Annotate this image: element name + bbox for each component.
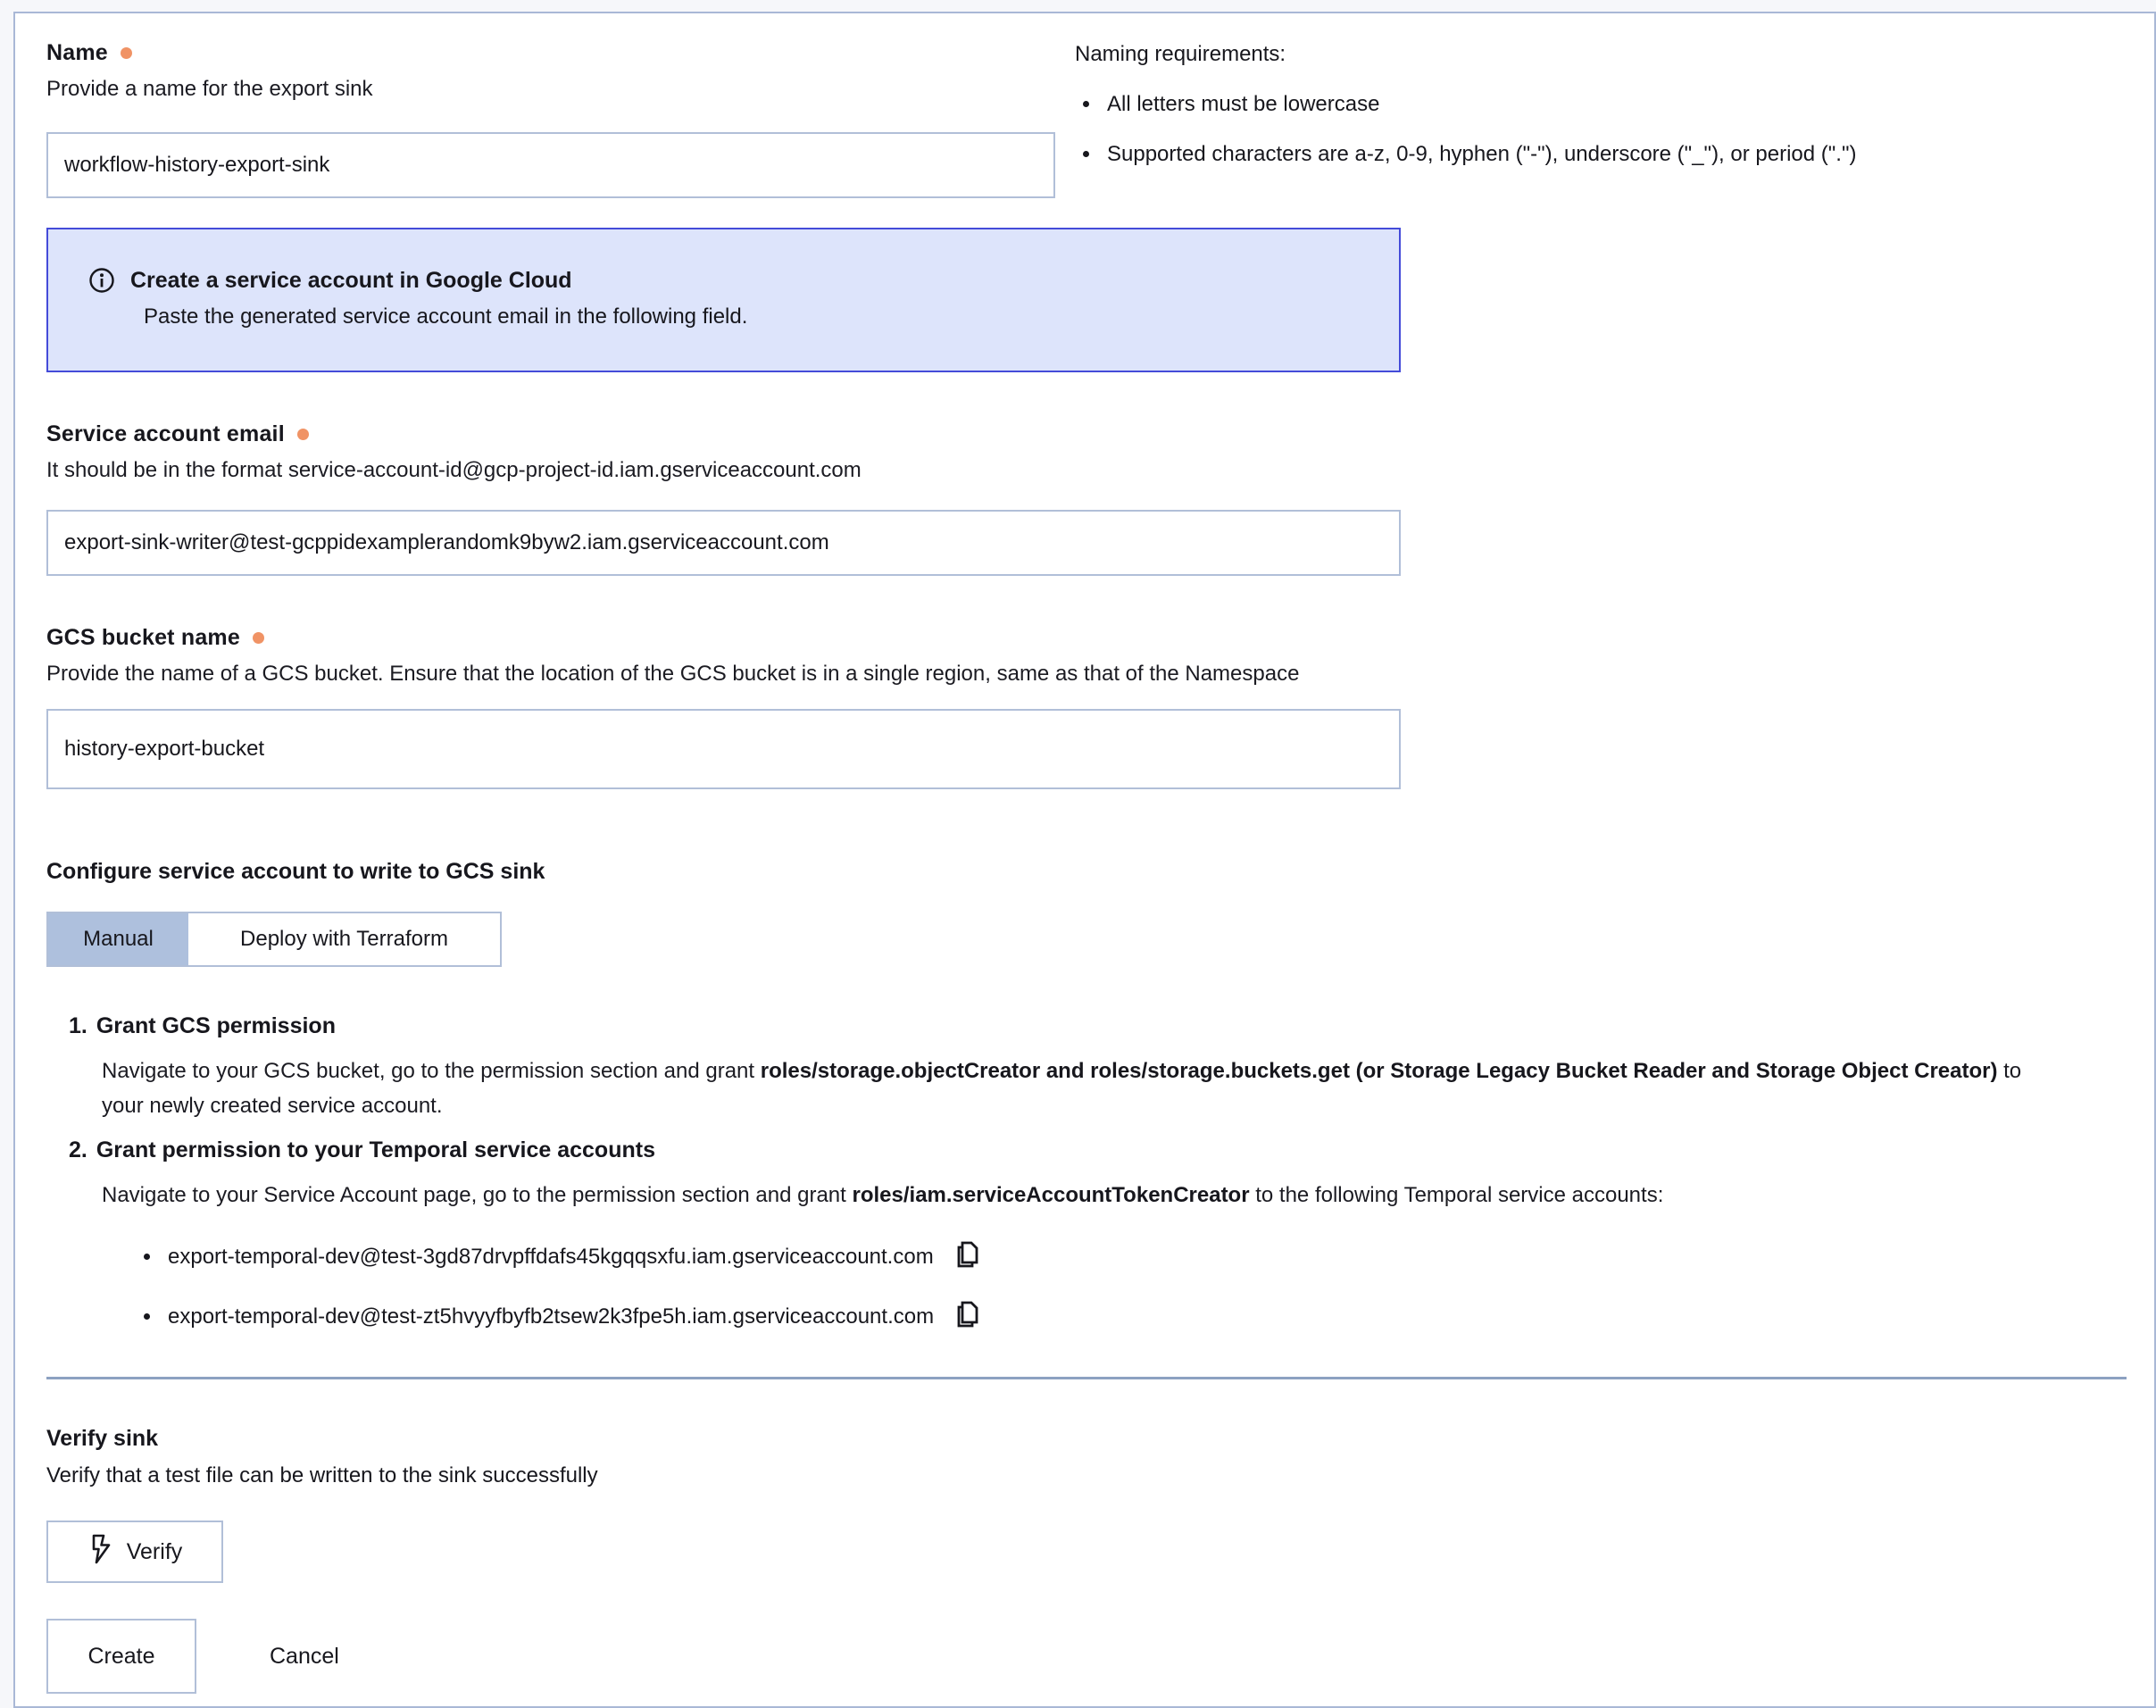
copy-icon	[953, 1259, 981, 1272]
step-grant-temporal-permission	[46, 1137, 1664, 1212]
info-banner-title: Create a service account in Google Cloud	[130, 267, 572, 293]
info-banner-body: Paste the generated service account email in the following field.	[144, 304, 748, 329]
service-account-item	[162, 1239, 1403, 1274]
naming-requirements-list	[1102, 90, 2110, 169]
create-button[interactable]	[46, 1619, 196, 1694]
service-account-email: export-temporal-dev@test-zt5hvyyfbyfb2tsew2k3fpe5h.iam.gserviceaccount.com	[168, 1304, 935, 1329]
copy-button[interactable]	[953, 1239, 981, 1272]
step-instructions: Navigate to your GCS bucket, go to the permission section and grant roles/storage.objectCreator and roles/storage.buckets.get (or Storage Legacy Bucket Reader and Storage Object Creator) to your newly created service account.	[102, 1059, 2022, 1118]
form-actions	[46, 1619, 1403, 1694]
service-account-email-label: Service account email	[46, 421, 285, 446]
cancel-button[interactable]	[252, 1619, 357, 1694]
service-account-item	[162, 1299, 1403, 1334]
naming-requirements	[1075, 42, 2110, 190]
name-field-label: Name	[46, 40, 108, 65]
required-dot-icon	[297, 429, 309, 440]
step-grant-gcs-permission	[46, 1013, 2022, 1123]
lightning-icon	[87, 1533, 112, 1571]
configure-section-heading: Configure service account to write to GCS sink	[46, 859, 545, 884]
info-icon	[88, 267, 115, 294]
service-account-email-input[interactable]	[46, 510, 1401, 576]
naming-requirements-title: Naming requirements:	[1075, 42, 1286, 66]
temporal-service-account-list	[162, 1239, 1403, 1334]
step-number: 2.	[69, 1137, 87, 1162]
verify-sink-heading: Verify sink	[46, 1426, 159, 1451]
sink-name-input[interactable]	[46, 132, 1055, 198]
cancel-button-label: Cancel	[270, 1643, 339, 1669]
create-button-label: Create	[87, 1643, 155, 1669]
service-account-email: export-temporal-dev@test-3gd87drvpffdafs45kgqqsxfu.iam.gserviceaccount.com	[168, 1245, 934, 1269]
verify-button[interactable]	[46, 1521, 223, 1583]
form-card	[13, 12, 2156, 1708]
configure-tabs	[46, 912, 502, 967]
tab-manual[interactable]: Manual	[48, 913, 188, 965]
gcs-bucket-name-description: Provide the name of a GCS bucket. Ensure that the location of the GCS bucket is in a single region, same as that of the Namespace	[46, 662, 1300, 686]
naming-requirement-item: • Supported characters are a-z, 0-9, hyphen ("-"), underscore ("_"), or period (".")	[1102, 140, 2110, 169]
name-field-description: Provide a name for the export sink	[46, 77, 373, 101]
step-title: Grant permission to your Temporal service accounts	[96, 1137, 655, 1162]
section-divider	[46, 1377, 2127, 1379]
service-account-email-description: It should be in the format service-account-id@gcp-project-id.iam.gserviceaccount.com	[46, 458, 862, 482]
info-banner	[46, 228, 1401, 372]
step-title: Grant GCS permission	[96, 1013, 336, 1038]
step-number: 1.	[69, 1013, 87, 1038]
copy-icon	[953, 1319, 981, 1332]
gcs-bucket-name-label: GCS bucket name	[46, 625, 240, 650]
tab-deploy-with-terraform[interactable]: Deploy with Terraform	[188, 913, 500, 965]
step-instructions: Navigate to your Service Account page, go to the permission section and grant roles/iam.serviceAccountTokenCreator to the following Temporal service accounts:	[102, 1183, 1664, 1207]
verify-sink-description: Verify that a test file can be written to the sink successfully	[46, 1463, 598, 1487]
gcs-bucket-name-input[interactable]	[46, 709, 1401, 789]
copy-button[interactable]	[953, 1299, 981, 1332]
required-dot-icon	[253, 632, 264, 644]
verify-button-label: Verify	[126, 1538, 183, 1564]
naming-requirement-item: • All letters must be lowercase	[1102, 90, 2110, 119]
required-dot-icon	[121, 47, 132, 59]
